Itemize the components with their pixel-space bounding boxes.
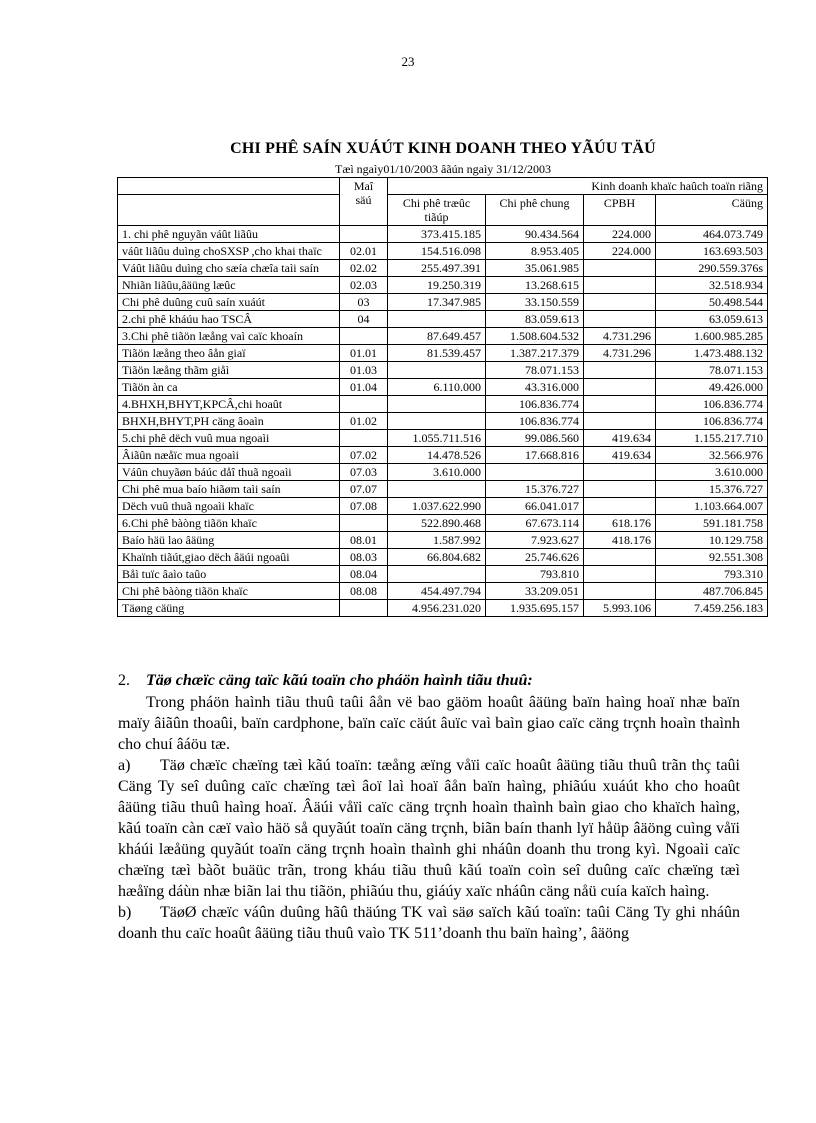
- row-code: 01.04: [340, 379, 388, 396]
- row-cpbh: [584, 362, 656, 379]
- section-title: Täø chæïc cäng taïc kãú toaïn cho pháön haình tiãu thuû:: [146, 672, 533, 689]
- row-total: 591.181.758: [656, 515, 768, 532]
- table-row: [118, 243, 768, 260]
- row-code: 02.03: [340, 277, 388, 294]
- row-cpbh: [584, 583, 656, 600]
- paragraph-b: [118, 902, 740, 944]
- row-label: 6.Chi phê bàòng tiãön khaïc: [118, 515, 340, 532]
- table-row: [118, 379, 768, 396]
- row-general-cost: 43.316.000: [486, 379, 584, 396]
- row-general-cost: 66.041.017: [486, 498, 584, 515]
- row-general-cost: 8.953.405: [486, 243, 584, 260]
- row-total: 1.473.488.132: [656, 345, 768, 362]
- table-row: [118, 515, 768, 532]
- row-cpbh: [584, 481, 656, 498]
- row-general-cost: 25.746.626: [486, 549, 584, 566]
- row-total: 464.073.749: [656, 226, 768, 243]
- row-total: 1.155.217.710: [656, 430, 768, 447]
- row-label: Nhiãn liãûu,âäüng læûc: [118, 277, 340, 294]
- row-cpbh: 224.000: [584, 243, 656, 260]
- row-cpbh: [584, 260, 656, 277]
- row-total: 1.600.985.285: [656, 328, 768, 345]
- row-general-cost: 90.434.564: [486, 226, 584, 243]
- row-general-cost: 1.387.217.379: [486, 345, 584, 362]
- row-code: [340, 515, 388, 532]
- table-title: CHI PHÊ SAÍN XUÁÚT KINH DOANH THEO YÃÚU TÄÚ: [230, 140, 656, 157]
- table-row: [118, 294, 768, 311]
- table-header-row-2: [118, 195, 768, 226]
- page-number: 23: [401, 54, 415, 69]
- row-code: 02.02: [340, 260, 388, 277]
- row-label: Chi phê bàòng tiãön khaïc: [118, 583, 340, 600]
- row-code: 08.01: [340, 532, 388, 549]
- row-direct-cost: 1.587.992: [388, 532, 486, 549]
- row-code: 01.02: [340, 413, 388, 430]
- row-total: 106.836.774: [656, 413, 768, 430]
- row-total: 793.310: [656, 566, 768, 583]
- row-cpbh: [584, 413, 656, 430]
- row-direct-cost: [388, 396, 486, 413]
- table-row: [118, 430, 768, 447]
- header-blank: [118, 195, 340, 226]
- row-cpbh: [584, 294, 656, 311]
- row-code: [340, 430, 388, 447]
- row-code: 07.07: [340, 481, 388, 498]
- row-general-cost: 1.935.695.157: [486, 600, 584, 617]
- row-label: 3.Chi phê tiãön læång vaì caïc khoaín: [118, 328, 340, 345]
- paragraph-a-text: Täø chæïc chæïng tæì kãú toaïn: tæång æïng våïi caïc hoaût âäüng tiãu thuû trãn thç taûi Cäng Ty seî duûng caïc chæïng tæì âoï laì hoaï âån baïn haìng, phiãúu xuáút kho cho hoaût âäüng tiãu thuû haìng hoaï. Âäúi våïi caïc cäng trçnh hoaìn thaình baìn giao cho khaïch haìng, kãú toaïn càn cæï vaìo häö så quyãút toaïn cäng trçnh, biãn baín thanh lyï håüp âäöng cuìng våïi kháúi læåüng quyãút toaïn cäng trçnh hoaìn thaình ghi nháûn doanh thu trong kyì. Ngoaìi caïc chæïng tæì bàõt buäüc trãn, trong kháu tiãu thuû kãú toaïn coìn seî duûng caïc chæïng tæì hæåïng dáùn nhæ biãn lai thu tiãön, phiãúu thu, giáúy xaïc nháûn cäng nåü cuía kaïch haìng.: [118, 757, 740, 900]
- row-general-cost: 106.836.774: [486, 396, 584, 413]
- row-direct-cost: 522.890.468: [388, 515, 486, 532]
- row-label: Váût liãûu duìng cho sæía chæîa taìi saín: [118, 260, 340, 277]
- row-code: [340, 600, 388, 617]
- row-label: 1. chi phê nguyãn váût liãûu: [118, 226, 340, 243]
- row-code: [340, 328, 388, 345]
- row-direct-cost: [388, 362, 486, 379]
- row-total: 32.566.976: [656, 447, 768, 464]
- row-code: 02.01: [340, 243, 388, 260]
- row-cpbh: 4.731.296: [584, 328, 656, 345]
- paragraph-intro: Trong pháön haình tiãu thuû taûi âån vë bao gäöm hoaût âäüng baïn haìng hoaï nhæ baïn maïy âiãûn thoaûi, baïn cardphone, baïn caïc cäút âuïc vaì baìn giao caïc cäng trçnh hoaìn thaình cho chuí âáöu tæ.: [118, 694, 740, 753]
- row-direct-cost: 66.804.682: [388, 549, 486, 566]
- row-cpbh: 224.000: [584, 226, 656, 243]
- table-body: [118, 226, 768, 617]
- row-total: 92.551.308: [656, 549, 768, 566]
- table-row: [118, 532, 768, 549]
- row-label: Chi phê duûng cuû saín xuáút: [118, 294, 340, 311]
- body-text: [118, 670, 740, 944]
- row-cpbh: [584, 464, 656, 481]
- row-cpbh: 419.634: [584, 430, 656, 447]
- row-cpbh: 4.731.296: [584, 345, 656, 362]
- row-general-cost: 67.673.114: [486, 515, 584, 532]
- row-cpbh: [584, 566, 656, 583]
- row-label: Tiãön àn ca: [118, 379, 340, 396]
- row-direct-cost: 1.037.622.990: [388, 498, 486, 515]
- row-direct-cost: [388, 413, 486, 430]
- row-label: BHXH,BHYT,PH cäng âoaìn: [118, 413, 340, 430]
- row-general-cost: 78.071.153: [486, 362, 584, 379]
- row-code: 01.01: [340, 345, 388, 362]
- row-total: 49.426.000: [656, 379, 768, 396]
- row-label: Khaïnh tiãút,giao dëch âäúi ngoaûi: [118, 549, 340, 566]
- row-total: 290.559.376s: [656, 260, 768, 277]
- row-direct-cost: [388, 481, 486, 498]
- row-direct-cost: 17.347.985: [388, 294, 486, 311]
- paragraph-a-marker: a): [118, 757, 131, 774]
- row-general-cost: 7.923.627: [486, 532, 584, 549]
- row-direct-cost: 4.956.231.020: [388, 600, 486, 617]
- row-cpbh: 419.634: [584, 447, 656, 464]
- row-code: [340, 226, 388, 243]
- section-heading: [118, 670, 740, 691]
- row-direct-cost: 454.497.794: [388, 583, 486, 600]
- row-total: 106.836.774: [656, 396, 768, 413]
- row-total: 32.518.934: [656, 277, 768, 294]
- table-row: [118, 481, 768, 498]
- row-direct-cost: 373.415.185: [388, 226, 486, 243]
- row-label: Váûn chuyãøn báúc dåî thuã ngoaìi: [118, 464, 340, 481]
- row-general-cost: 793.810: [486, 566, 584, 583]
- row-code: 01.03: [340, 362, 388, 379]
- header-ma-so: Maî säú: [340, 178, 388, 226]
- section-number: 2.: [118, 672, 130, 689]
- row-total: 63.059.613: [656, 311, 768, 328]
- table-row: [118, 549, 768, 566]
- header-group: Kinh doanh khaïc haûch toaïn riãng: [388, 178, 768, 195]
- row-total: 50.498.544: [656, 294, 768, 311]
- row-cpbh: [584, 277, 656, 294]
- row-direct-cost: 87.649.457: [388, 328, 486, 345]
- table-row: [118, 396, 768, 413]
- row-general-cost: 99.086.560: [486, 430, 584, 447]
- row-cpbh: 618.176: [584, 515, 656, 532]
- table-row: [118, 226, 768, 243]
- row-direct-cost: 19.250.319: [388, 277, 486, 294]
- row-direct-cost: 255.497.391: [388, 260, 486, 277]
- row-direct-cost: 154.516.098: [388, 243, 486, 260]
- row-label: Âiãûn næåïc mua ngoaìi: [118, 447, 340, 464]
- header-col-general: Chi phê chung: [486, 195, 584, 226]
- row-label: 5.chi phê dëch vuû mua ngoaìi: [118, 430, 340, 447]
- row-cpbh: [584, 498, 656, 515]
- row-label: Täøng cäüng: [118, 600, 340, 617]
- row-code: 07.03: [340, 464, 388, 481]
- row-label: Båì tuïc âaìo taûo: [118, 566, 340, 583]
- row-label: váût liãûu duìng choSXSP ,cho khai thaïc: [118, 243, 340, 260]
- row-label: 4.BHXH,BHYT,KPCÂ,chi hoaût: [118, 396, 340, 413]
- row-label: Baío häü lao âäüng: [118, 532, 340, 549]
- row-code: [340, 396, 388, 413]
- row-direct-cost: 81.539.457: [388, 345, 486, 362]
- table-row: [118, 277, 768, 294]
- row-cpbh: [584, 549, 656, 566]
- row-direct-cost: [388, 311, 486, 328]
- table-row: [118, 566, 768, 583]
- row-cpbh: [584, 396, 656, 413]
- cost-table: [117, 177, 768, 617]
- row-label: Tiãön læång theo âån giaï: [118, 345, 340, 362]
- table-row: [118, 260, 768, 277]
- row-code: 03: [340, 294, 388, 311]
- table-row: [118, 362, 768, 379]
- row-general-cost: 35.061.985: [486, 260, 584, 277]
- row-code: 07.02: [340, 447, 388, 464]
- header-col-cpbh: CPBH: [584, 195, 656, 226]
- row-cpbh: 418.176: [584, 532, 656, 549]
- row-total: 487.706.845: [656, 583, 768, 600]
- table-row: [118, 311, 768, 328]
- paragraph-b-marker: b): [118, 904, 132, 921]
- row-total: 7.459.256.183: [656, 600, 768, 617]
- row-direct-cost: 1.055.711.516: [388, 430, 486, 447]
- row-general-cost: 13.268.615: [486, 277, 584, 294]
- paragraph-b-text: TäøØ chæïc váûn duûng hãû thäúng TK vaì säø saïch kãú toaïn: taûi Cäng Ty ghi nháûn doanh thu caïc hoaût âäüng tiãu thuû vaìo TK 511’doanh thu baïn haìng’, âäöng: [118, 904, 740, 942]
- row-direct-cost: 14.478.526: [388, 447, 486, 464]
- row-code: 08.03: [340, 549, 388, 566]
- paragraph-a: [118, 755, 740, 902]
- row-total: 15.376.727: [656, 481, 768, 498]
- header-blank: [118, 178, 340, 195]
- row-label: 2.chi phê kháúu hao TSCÂ: [118, 311, 340, 328]
- row-total: 3.610.000: [656, 464, 768, 481]
- row-total: 10.129.758: [656, 532, 768, 549]
- table-row: [118, 328, 768, 345]
- table-row: [118, 464, 768, 481]
- row-cpbh: [584, 379, 656, 396]
- row-label: Tiãön læång thãm giåì: [118, 362, 340, 379]
- table-header-row-1: [118, 178, 768, 195]
- table-subtitle: Tæì ngaìy01/10/2003 âãún ngaìy 31/12/2003: [335, 162, 551, 176]
- table-row: [118, 498, 768, 515]
- table-row: [118, 600, 768, 617]
- row-general-cost: 33.209.051: [486, 583, 584, 600]
- row-label: Chi phê mua baío hiãøm taìi saín: [118, 481, 340, 498]
- table-row: [118, 583, 768, 600]
- row-general-cost: 1.508.604.532: [486, 328, 584, 345]
- row-total: 163.693.503: [656, 243, 768, 260]
- row-direct-cost: 6.110.000: [388, 379, 486, 396]
- row-general-cost: 83.059.613: [486, 311, 584, 328]
- row-general-cost: 106.836.774: [486, 413, 584, 430]
- row-label: Dëch vuû thuã ngoaìi khaïc: [118, 498, 340, 515]
- header-col-total: Cäüng: [656, 195, 768, 226]
- row-code: 04: [340, 311, 388, 328]
- header-col-direct: Chi phê træûc tiãúp: [388, 195, 486, 226]
- row-direct-cost: [388, 566, 486, 583]
- row-code: 08.08: [340, 583, 388, 600]
- row-code: 07.08: [340, 498, 388, 515]
- row-total: 78.071.153: [656, 362, 768, 379]
- row-total: 1.103.664.007: [656, 498, 768, 515]
- table-row: [118, 345, 768, 362]
- row-general-cost: 17.668.816: [486, 447, 584, 464]
- table-row: [118, 413, 768, 430]
- row-general-cost: 15.376.727: [486, 481, 584, 498]
- row-general-cost: [486, 464, 584, 481]
- table-row: [118, 447, 768, 464]
- row-cpbh: [584, 311, 656, 328]
- row-general-cost: 33.150.559: [486, 294, 584, 311]
- row-cpbh: 5.993.106: [584, 600, 656, 617]
- row-direct-cost: 3.610.000: [388, 464, 486, 481]
- row-code: 08.04: [340, 566, 388, 583]
